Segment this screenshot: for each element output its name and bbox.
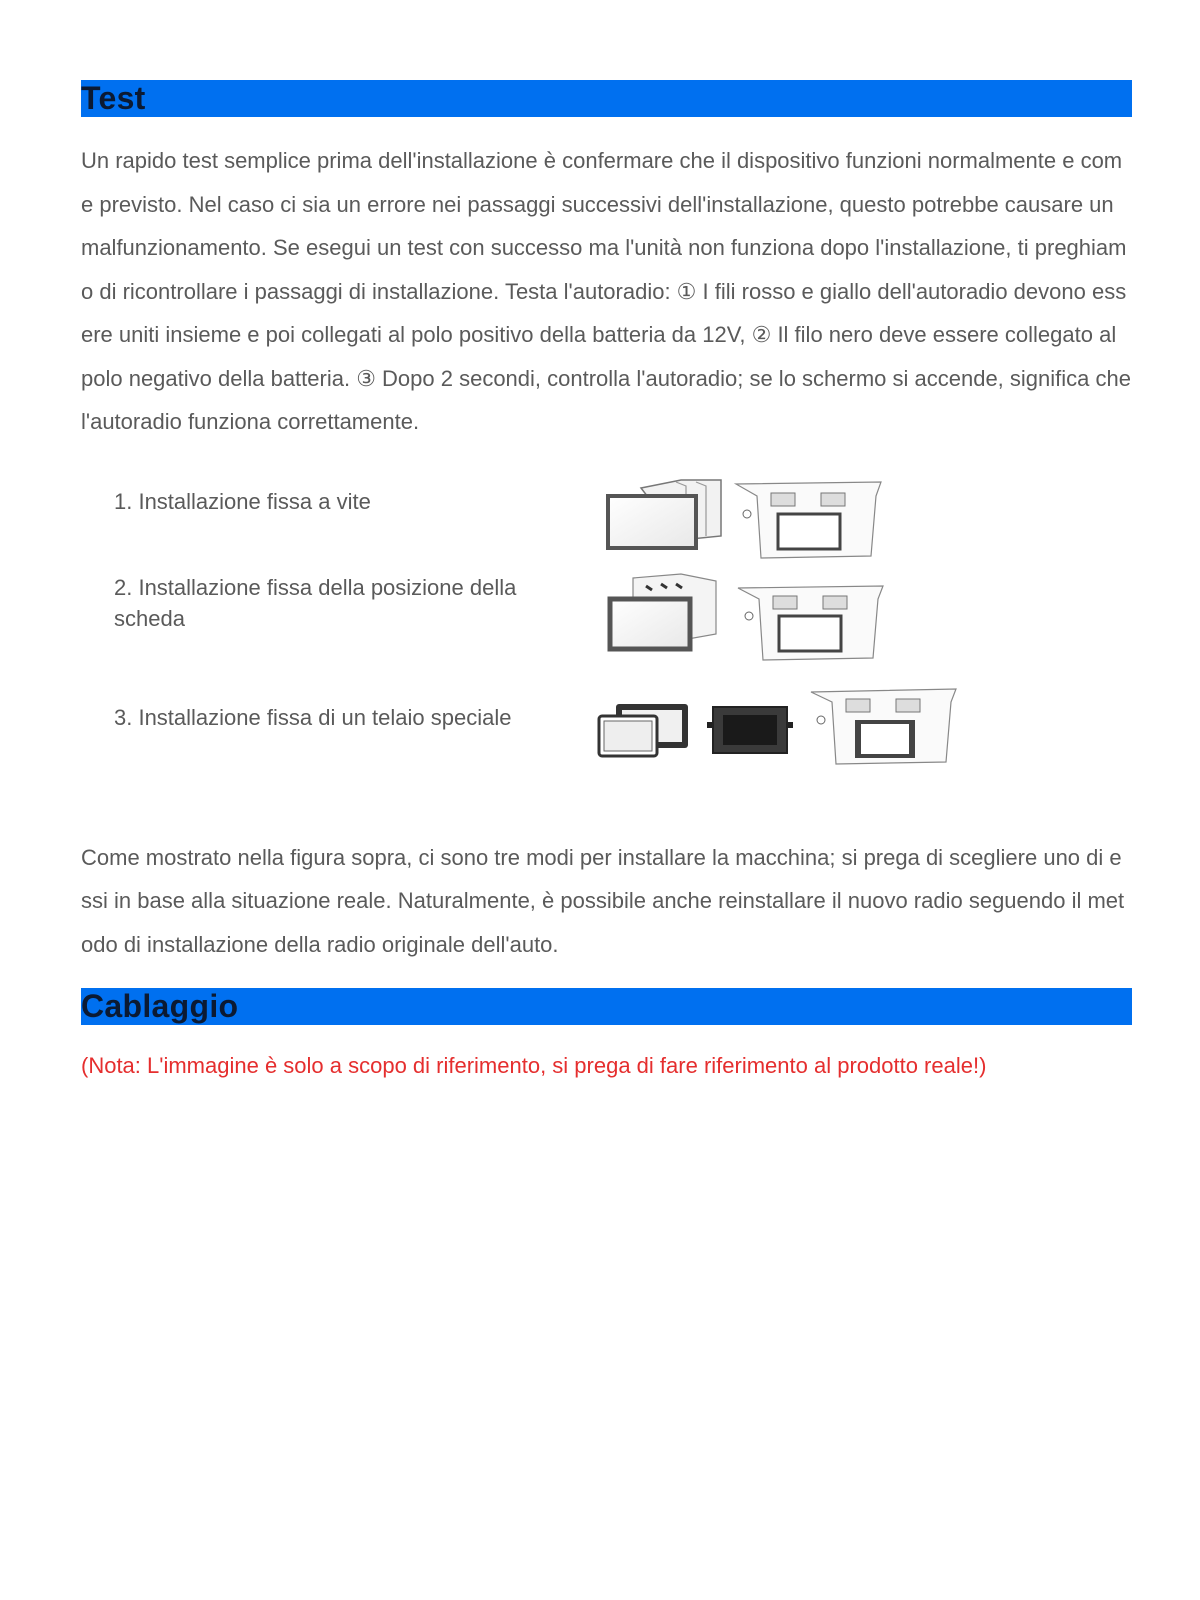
method-label-screw: 1. Installazione fissa a vite — [114, 488, 371, 514]
dashboard-illustration — [736, 482, 881, 558]
document-page — [81, 80, 1132, 1081]
frame-only-illustration — [707, 707, 793, 753]
installation-methods — [81, 466, 1132, 836]
reference-note: (Nota: L'immagine è solo a scopo di riferimento, si prega di fare riferimento al prodotto reale!) — [81, 1053, 987, 1078]
section-heading-wiring: Cablaggio — [81, 988, 1132, 1025]
radio-with-frame-illustration — [599, 704, 688, 756]
test-paragraph: Un rapido test semplice prima dell'installazione è confermare che il dispositivo funzioni normalmente e come previsto. Nel caso ci sia un errore nei passaggi successivi dell'installazione, questo potrebbe causare un malfunzionamento. Se esegui un test con successo ma l'unità non funziona dopo l'installazione, ti preghiamo di ricontrollare i passaggi di installazione. Testa l'autoradio: ① I fili rosso e giallo dell'autoradio devono essere uniti insieme e poi collegati al polo positivo della batteria da 12V, ② Il filo nero deve essere collegato al polo negativo della batteria. ③ Dopo 2 secondi, controlla l'autoradio; se lo schermo si accende, significa che l'autoradio funziona correttamente. — [81, 148, 1131, 434]
radio-with-bracket-illustration — [608, 480, 721, 548]
radio-with-card-illustration — [610, 574, 716, 649]
section-heading-test: Test — [81, 80, 1132, 117]
dashboard-illustration-3 — [811, 689, 956, 764]
screw-install-figure — [608, 480, 881, 558]
dashboard-illustration-2 — [738, 586, 883, 660]
method-label-card: 2. Installazione fissa della posizione della scheda — [114, 574, 517, 631]
method-label-frame: 3. Installazione fissa di un telaio speciale — [114, 704, 512, 730]
frame-install-figure — [599, 689, 956, 764]
installation-illustrations — [81, 466, 1132, 836]
installation-paragraph: Come mostrato nella figura sopra, ci sono tre modi per installare la macchina; si prega di scegliere uno di essi in base alla situazione reale. Naturalmente, è possibile anche reinstallare il nuovo radio seguendo il metodo di installazione della radio originale dell'auto. — [81, 844, 1125, 957]
card-install-figure — [610, 574, 883, 660]
